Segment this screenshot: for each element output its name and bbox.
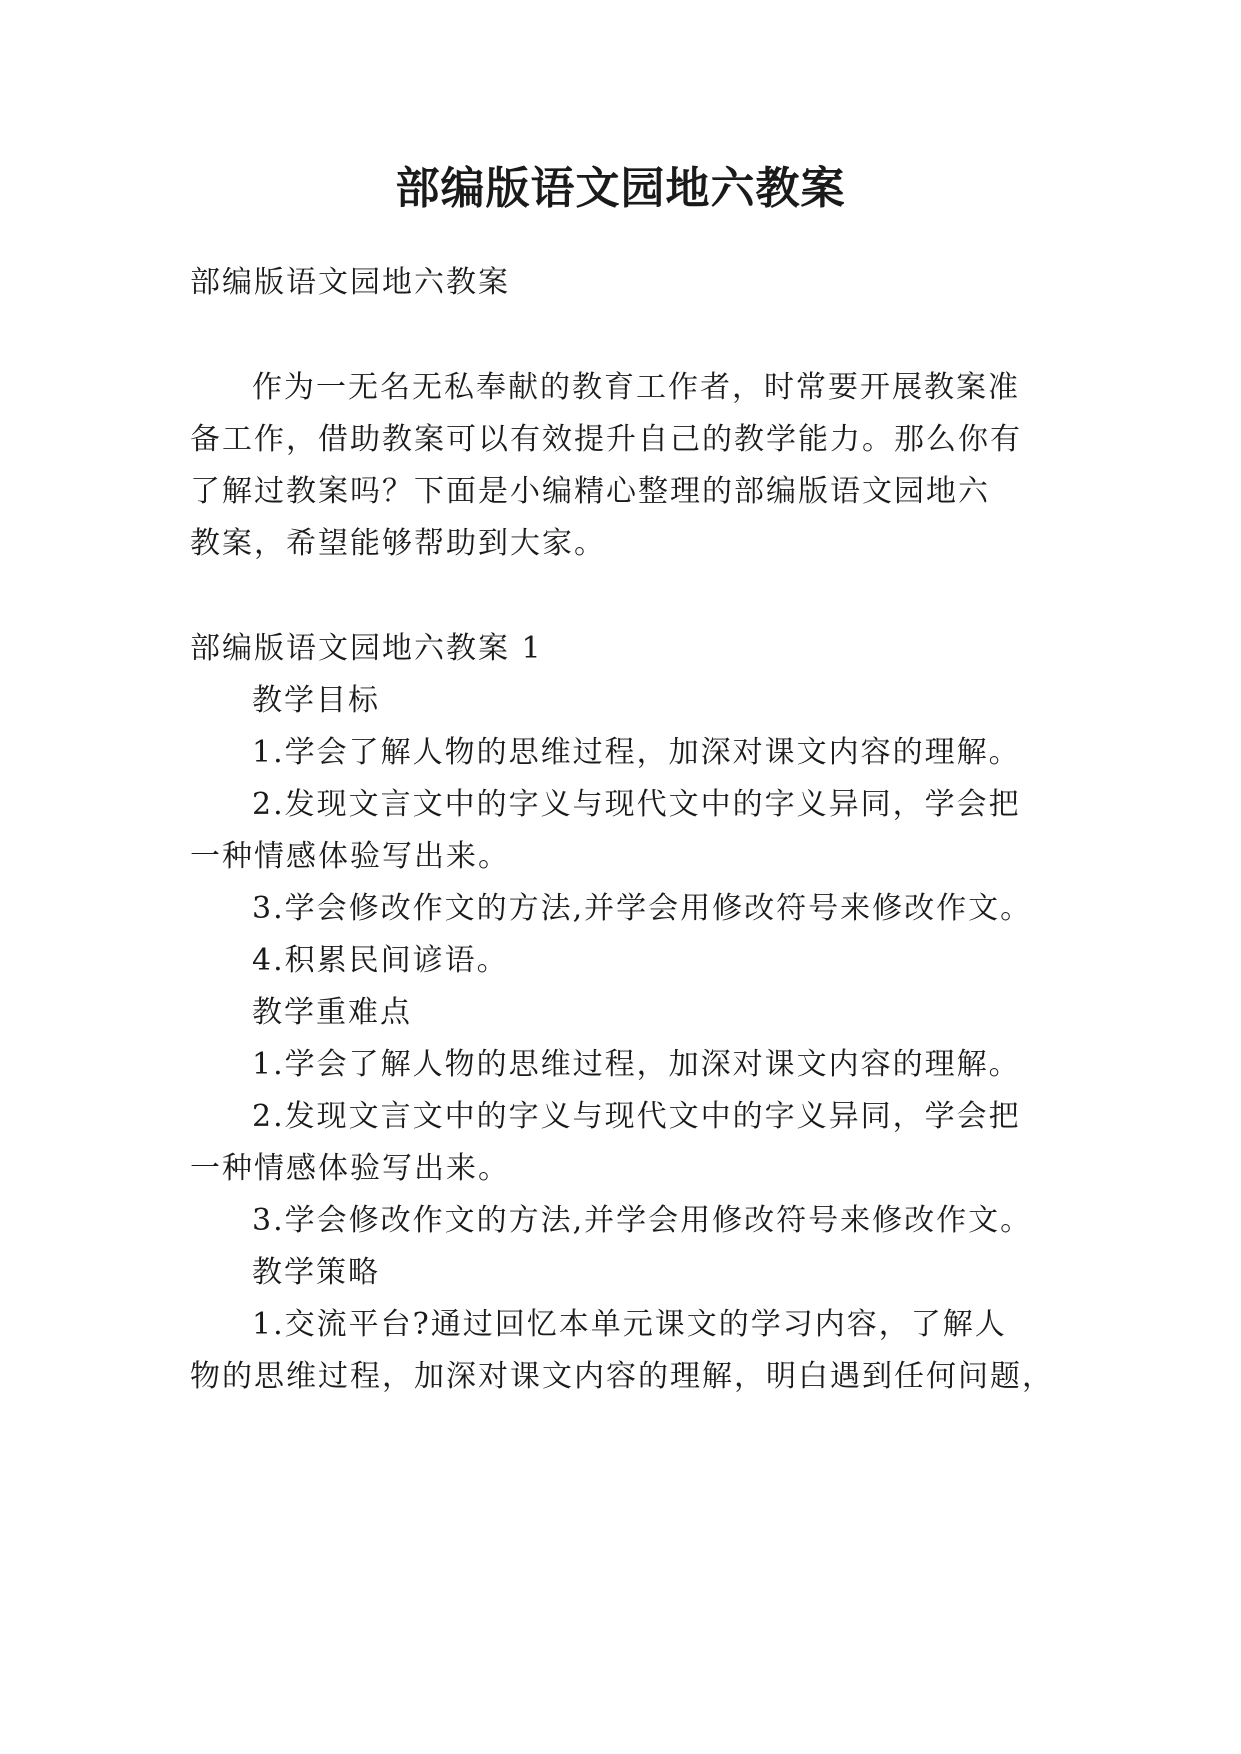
difficulty-item: 一种情感体验写出来。 bbox=[190, 1151, 510, 1186]
objective-item: 3.学会修改作文的方法,并学会用修改符号来修改作文。 bbox=[252, 891, 1033, 926]
difficulty-item: 1.学会了解人物的思维过程，加深对课文内容的理解。 bbox=[252, 1047, 1021, 1082]
strategy-heading: 教学策略 bbox=[252, 1255, 380, 1290]
objective-item: 2.发现文言文中的字义与现代文中的字义异同，学会把 bbox=[252, 787, 1021, 822]
difficulty-heading: 教学重难点 bbox=[252, 995, 412, 1030]
intro-line: 教案，希望能够帮助到大家。 bbox=[190, 526, 606, 561]
intro-line: 作为一无名无私奉献的教育工作者，时常要开展教案准 bbox=[252, 370, 1020, 405]
document-subtitle: 部编版语文园地六教案 bbox=[190, 265, 510, 300]
intro-line: 备工作，借助教案可以有效提升自己的教学能力。那么你有 bbox=[190, 422, 1022, 457]
difficulty-item: 3.学会修改作文的方法,并学会用修改符号来修改作文。 bbox=[252, 1203, 1033, 1238]
document-title: 部编版语文园地六教案 bbox=[395, 163, 846, 214]
objectives-heading: 教学目标 bbox=[252, 683, 380, 718]
objective-item: 4.积累民间谚语。 bbox=[252, 943, 509, 978]
difficulty-item: 2.发现文言文中的字义与现代文中的字义异同，学会把 bbox=[252, 1099, 1021, 1134]
intro-line: 了解过教案吗？下面是小编精心整理的部编版语文园地六 bbox=[190, 474, 990, 509]
objective-item: 一种情感体验写出来。 bbox=[190, 839, 510, 874]
section-title: 部编版语文园地六教案 1 bbox=[190, 631, 543, 666]
objective-item: 1.学会了解人物的思维过程，加深对课文内容的理解。 bbox=[252, 735, 1021, 770]
strategy-item: 1.交流平台?通过回忆本单元课文的学习内容，了解人 bbox=[252, 1307, 1007, 1342]
strategy-item: 物的思维过程，加深对课文内容的理解，明白遇到任何问题， bbox=[190, 1359, 1054, 1394]
